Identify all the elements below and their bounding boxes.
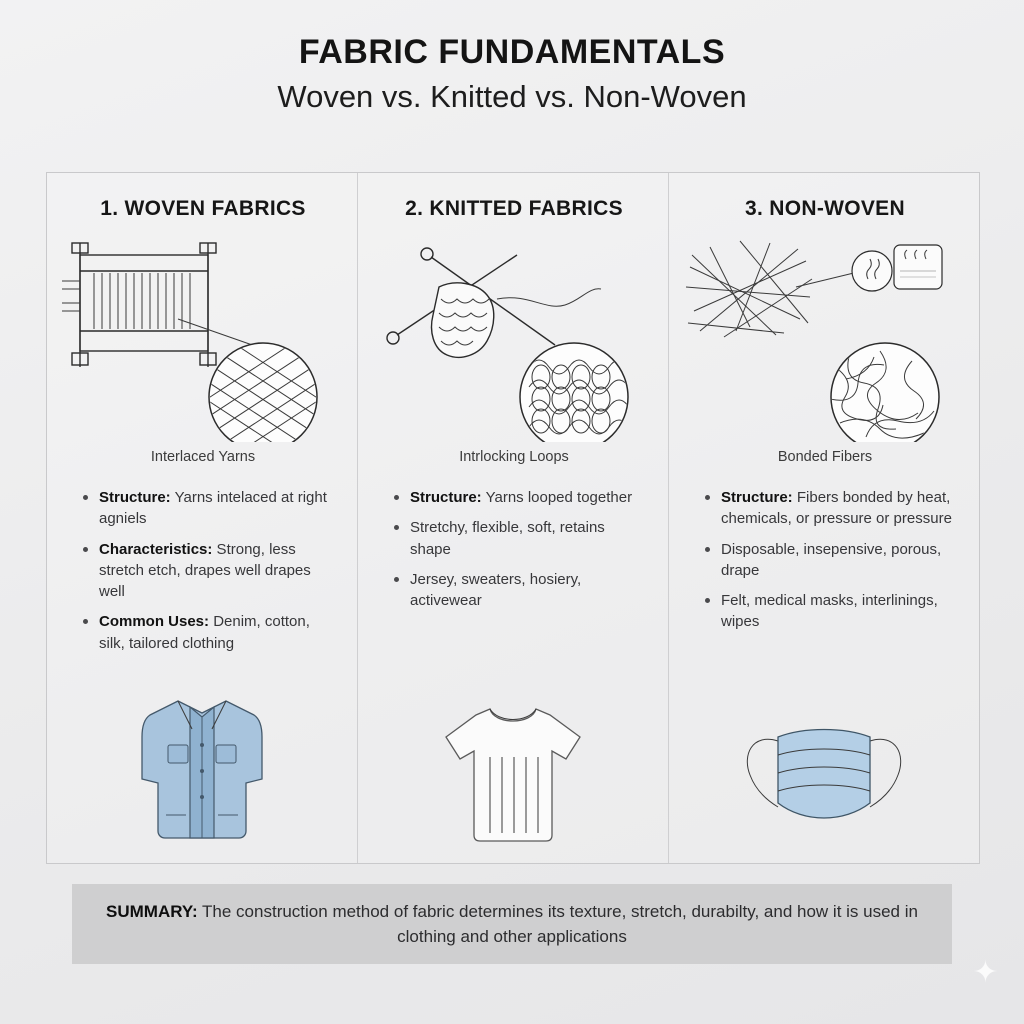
- t-shirt-icon: [428, 693, 598, 853]
- list-item: [83, 611, 333, 654]
- column-caption: Bonded Fibers: [777, 449, 873, 465]
- denim-jacket-icon: [122, 683, 282, 853]
- list-item: [394, 487, 644, 508]
- knitted-bullet-list: [380, 487, 648, 611]
- face-mask-icon: [734, 703, 914, 853]
- summary-label: SUMMARY:: [106, 901, 198, 921]
- column-caption: Interlaced Yarns: [150, 449, 256, 465]
- comparison-panel: [46, 172, 980, 864]
- knitted-illustration: [380, 227, 648, 447]
- woven-weave-magnifier-icon: [178, 333, 348, 442]
- column-caption: Intrlocking Loops: [459, 449, 569, 465]
- bonded-fibers-magnifier-icon: [830, 343, 939, 442]
- list-item: [394, 569, 644, 612]
- woven-bullet-list: [69, 487, 337, 654]
- bullet-label: Structure:: [410, 489, 482, 506]
- list-item: [83, 539, 333, 603]
- sparkle-icon: ✦: [972, 956, 998, 989]
- bullet-text: Stretchy, flexible, soft, retains shape: [410, 519, 605, 558]
- column-knitted: [357, 173, 668, 863]
- knit-loops-magnifier-icon: [520, 343, 629, 442]
- bullet-label: Structure:: [721, 489, 793, 506]
- list-item: [705, 590, 955, 633]
- page-title: FABRIC FUNDAMENTALS: [298, 33, 726, 71]
- list-item: [394, 517, 644, 560]
- bullet-text: Yarns looped together: [481, 489, 633, 506]
- bullet-label: Common Uses:: [99, 613, 210, 631]
- bullet-text: Denim, cotton, silk, tailored clothing: [99, 613, 310, 652]
- list-item: [83, 487, 333, 530]
- heat-press-badge-icon: [852, 245, 942, 291]
- list-item: [705, 539, 955, 582]
- column-non-woven: [668, 173, 979, 863]
- bullet-label: Characteristics:: [99, 540, 213, 558]
- knitting-needles-icon: [369, 227, 659, 442]
- random-fibers-icon: [680, 227, 970, 442]
- non-woven-illustration: [691, 227, 959, 447]
- summary-text: [100, 899, 924, 950]
- non-woven-bullet-list: [691, 487, 959, 633]
- summary-body: The construction method of fabric determines its texture, stretch, durabilty, and how it is used in clothing and other applications: [197, 901, 918, 946]
- bullet-text: Felt, medical masks, interlinings, wipes: [721, 592, 938, 631]
- column-woven: [47, 173, 357, 863]
- bullet-text: Yarns intelaced at right agniels: [99, 489, 327, 528]
- column-heading: 1. WOVEN FABRICS: [100, 197, 306, 220]
- list-item: [705, 487, 955, 530]
- column-heading: 2. KNITTED FABRICS: [405, 197, 623, 220]
- loom-icon: [58, 227, 348, 442]
- bullet-text: Fibers bonded by heat, chemicals, or pressure or pressure: [721, 489, 952, 528]
- bullet-text: Disposable, insepensive, porous, drape: [721, 540, 942, 579]
- page-subtitle: Woven vs. Knitted vs. Non-Woven: [277, 79, 747, 115]
- bullet-label: Structure:: [99, 489, 171, 506]
- column-heading: 3. NON-WOVEN: [745, 197, 905, 220]
- summary-bar: [72, 884, 952, 964]
- bullet-text: Jersey, sweaters, hosiery, activewear: [410, 570, 582, 610]
- bullet-text: Strong, less stretch etch, drapes well drapes well: [99, 540, 311, 601]
- woven-illustration: [69, 227, 337, 447]
- title-block: [0, 0, 1024, 114]
